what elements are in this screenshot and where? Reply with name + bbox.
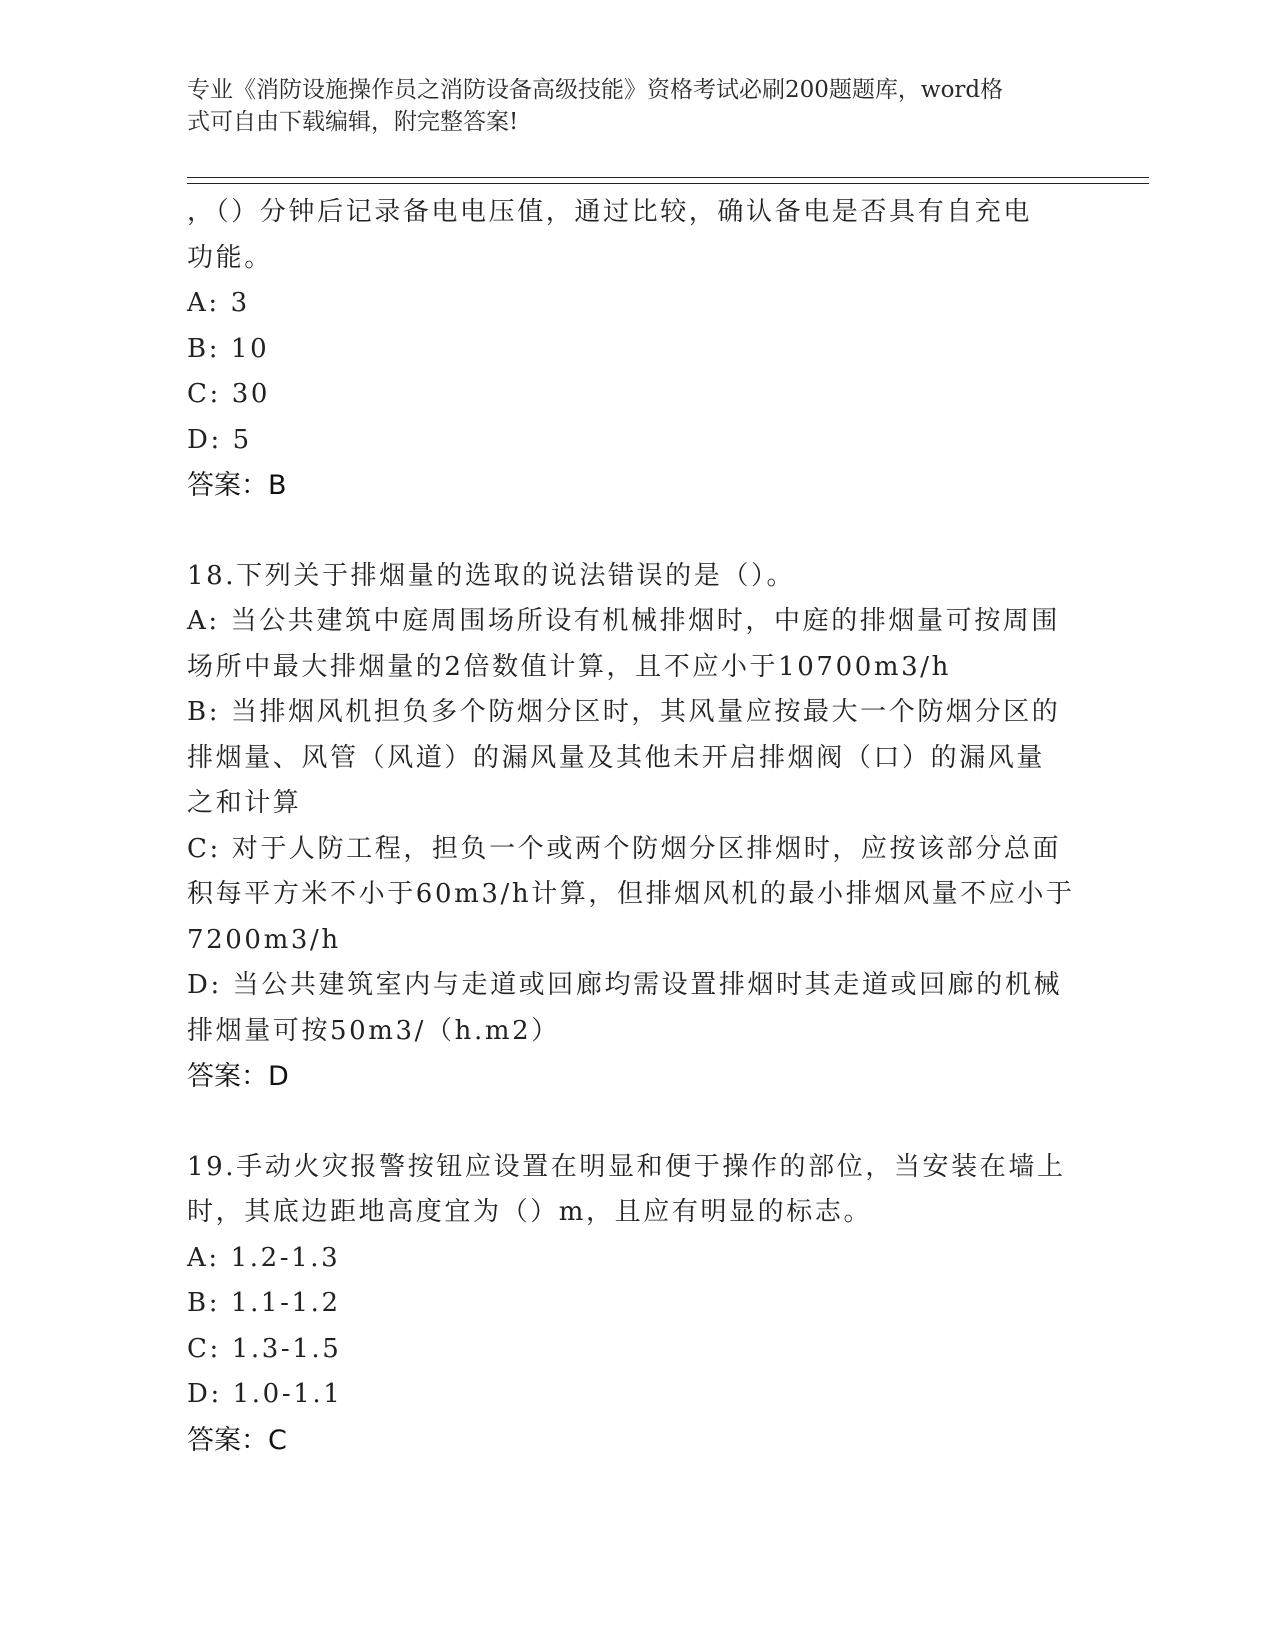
question-stem-line: 功能。 [187,242,273,273]
option-d-continued: 排烟量可按50m3/（h.m2） [187,1015,560,1046]
question-spacer [187,1100,1087,1145]
header-divider-top [187,177,1149,178]
option-b-continued: 排烟量、风管（风道）的漏风量及其他未开启排烟阀（口）的漏风量 [187,742,1046,773]
option-a: A: 1.2-1.3 [187,1242,341,1273]
question-18 [187,554,1087,1100]
option-a: A: 当公共建筑中庭周围场所设有机械排烟时，中庭的排烟量可按周围 [187,606,1061,636]
option-c: C: 30 [187,379,271,409]
option-a: A: 3 [187,288,250,318]
option-c: C: 1.3-1.5 [187,1333,342,1364]
option-c-continued: 积每平方米不小于60m3/h计算，但排烟风机的最小排烟风量不应小于 [187,879,1075,909]
question-spacer [187,509,1087,554]
header-line-1: 专业《消防设施操作员之消防设备高级技能》资格考试必刷200题题库，word格 [187,77,1004,103]
question-stem-line: ，（）分钟后记录备电电压值，通过比较，确认备电是否具有自充电 [187,197,1033,227]
header-line-2: 式可自由下载编辑，附完整答案! [187,109,519,135]
option-b-continued: 之和计算 [187,788,302,818]
question-19 [187,1145,1087,1464]
option-b: B: 10 [187,333,270,364]
option-c-continued: 7200m3/h [187,924,341,955]
question-stem-line: 18.下列关于排烟量的选取的说法错误的是（）。 [187,560,796,591]
question-stem-line: 19.手动火灾报警按钮应设置在明显和便于操作的部位，当安装在墙上 [187,1151,1066,1182]
answer-line: 答案：D [187,1061,289,1092]
option-d: D: 5 [187,424,252,455]
answer-line: 答案：B [187,470,287,501]
option-d: D: 1.0-1.1 [187,1379,343,1409]
header-divider-bottom [187,183,1149,184]
question-list [187,190,1087,1463]
question-stem-line: 时，其底边距地高度宜为（）m，且应有明显的标志。 [187,1197,873,1227]
answer-line: 答案：C [187,1424,287,1456]
option-a-continued: 场所中最大排烟量的2倍数值计算，且不应小于10700m3/h [187,651,951,682]
option-b: B: 当排烟风机担负多个防烟分区时，其风量应按最大一个防烟分区的 [187,697,1061,727]
option-c: C: 对于人防工程，担负一个或两个防烟分区排烟时，应按该部分总面 [187,833,1062,864]
document-header [187,74,1067,138]
option-d: D: 当公共建筑室内与走道或回廊均需设置排烟时其走道或回廊的机械 [187,970,1063,1000]
option-b: B: 1.1-1.2 [187,1288,341,1318]
question-17 [187,190,1087,509]
